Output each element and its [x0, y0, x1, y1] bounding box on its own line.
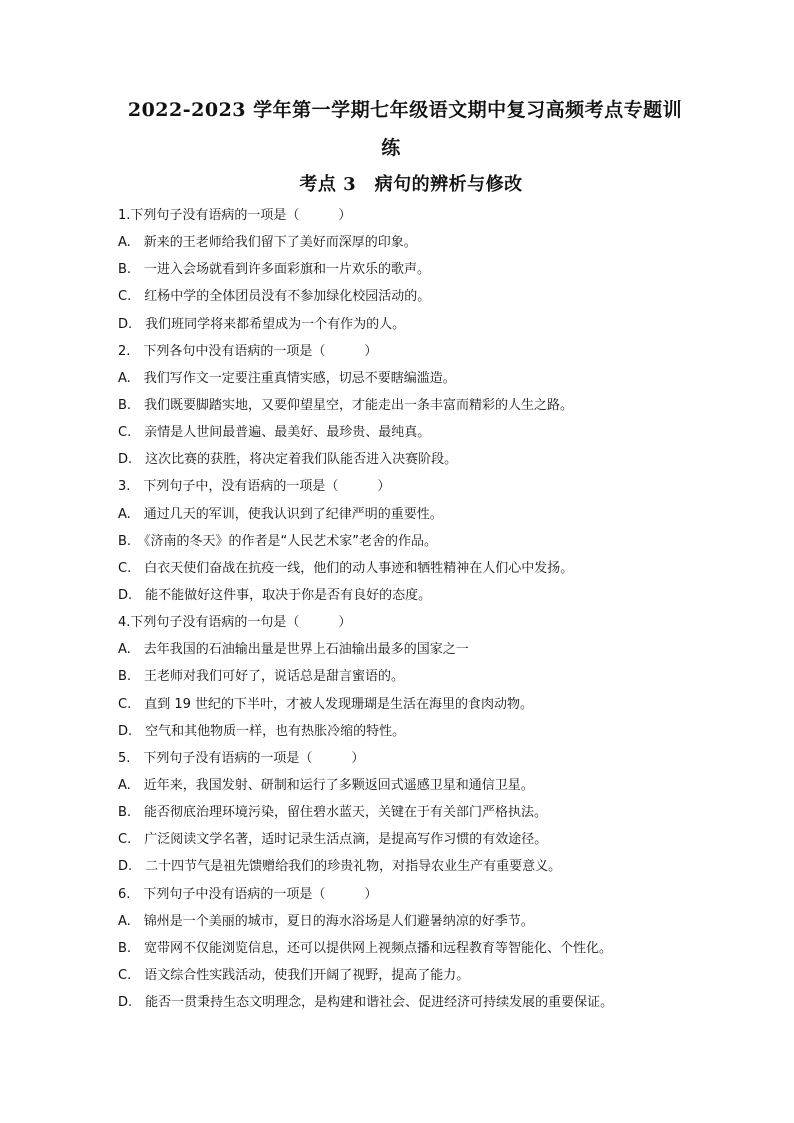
question-option: A. 通过几天的军训，使我认识到了纪律严明的重要性。 — [118, 506, 443, 522]
question-list — [118, 202, 678, 1016]
question-option: C. 语文综合性实践活动，使我们开阔了视野，提高了能力。 — [118, 967, 470, 983]
question-option: B. 宽带网不仅能浏览信息，还可以提供网上视频点播和远程教育等智能化、个性化。 — [118, 940, 613, 956]
question-option: D. 我们班同学将来都希望成为一个有作为的人。 — [118, 316, 406, 332]
page-title: 2022-2023 学年第一学期七年级语文期中复习高频考点专题训 — [127, 99, 683, 121]
question-stem: 3. 下列句子中，没有语病的一项是（ ） — [118, 479, 391, 495]
question-option: C. 直到 19 世纪的下半叶，才被人发现珊瑚是生活在海里的食肉动物。 — [118, 696, 534, 712]
question-option: A. 我们写作文一定要注重真情实感，切忌不要瞎编滥造。 — [118, 370, 456, 386]
question-option: D. 能否一贯秉持生态文明理念，是构建和谐社会、促进经济可持续发展的重要保证。 — [118, 995, 614, 1011]
question-option: C. 亲情是人世间最普遍、最美好、最珍贵、最纯真。 — [118, 425, 431, 441]
question-stem: 6. 下列句子中没有语病的一项是（ ） — [118, 886, 378, 902]
question-option: A. 去年我国的石油输出量是世界上石油输出最多的国家之一 — [118, 642, 469, 658]
question-option: B. 《济南的冬天》的作者是“人民艺术家”老舍的作品。 — [118, 533, 438, 549]
question-option: A. 新来的王老师给我们留下了美好而深厚的印象。 — [118, 235, 417, 251]
question-option: B. 能否彻底治理环境污染，留住碧水蓝天，关键在于有关部门严格执法。 — [118, 805, 548, 821]
question-stem: 1.下列句子没有语病的一项是（ ） — [118, 208, 352, 223]
question-option: C. 广泛阅读文学名著，适时记录生活点滴，是提高写作习惯的有效途径。 — [118, 832, 548, 848]
question-stem: 4.下列句子没有语病的一句是（ ） — [118, 615, 352, 631]
question-option: D. 能不能做好这件事，取决于你是否有良好的态度。 — [118, 587, 432, 603]
question-option: C. 白衣天使们奋战在抗疫一线，他们的动人事迹和牺牲精神在人们心中发扬。 — [118, 560, 574, 576]
question-option: B. 我们既要脚踏实地，又要仰望星空，才能走出一条丰富而精彩的人生之路。 — [118, 397, 574, 413]
question-option: A. 近年来，我国发射、研制和运行了多颗返回式遥感卫星和通信卫星。 — [118, 777, 534, 793]
question-stem: 5. 下列句子没有语病的一项是（ ） — [118, 750, 365, 766]
section-subtitle: 考点 3 病句的辨析与修改 — [299, 174, 523, 195]
question-option: A. 锦州是一个美丽的城市，夏日的海水浴场是人们避暑纳凉的好季节。 — [118, 913, 534, 929]
question-option: D. 这次比赛的获胜，将决定着我们队能否进入决赛阶段。 — [118, 452, 458, 468]
page-title-continuation: 练 — [381, 137, 401, 159]
question-option: D. 二十四节气是祖先馈赠给我们的珍贵礼物，对指导农业生产有重要意义。 — [118, 859, 562, 875]
question-option: B. 一进入会场就看到许多面彩旗和一片欢乐的歌声。 — [118, 262, 431, 278]
question-option: D. 空气和其他物质一样，也有热胀冷缩的特性。 — [118, 723, 406, 739]
question-option: B. 王老师对我们可好了，说话总是甜言蜜语的。 — [118, 669, 405, 685]
question-stem: 2. 下列各句中没有语病的一项是（ ） — [118, 343, 378, 359]
question-option: C. 红杨中学的全体团员没有不参加绿化校园活动的。 — [118, 289, 431, 305]
